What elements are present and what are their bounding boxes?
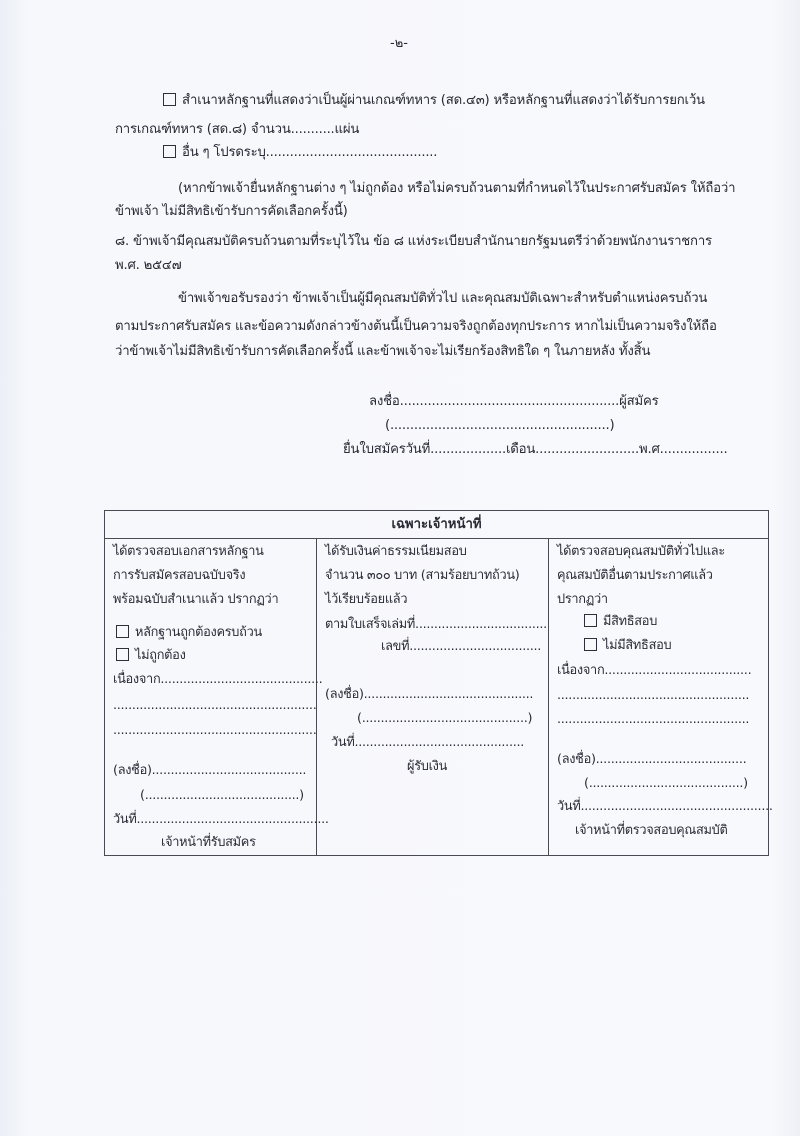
col2-signature-line: (ลงชื่อ)............................................. [325, 687, 534, 702]
col3-line3: ปรากฏว่า [557, 592, 608, 607]
military-doc-line2: การเกณฑ์ทหาร (สด.๘) จำนวน...........แผ่น [115, 122, 360, 137]
col1-role-label: เจ้าหน้าที่รับสมัคร [161, 835, 256, 850]
receipt-book-line: ตามใบเสร็จเล่มที่................................... [325, 617, 547, 632]
docs-incorrect-label: ไม่ถูกต้อง [135, 648, 186, 663]
officer-only-table [104, 510, 773, 856]
checklist-item-other [163, 144, 437, 162]
note-line-2: ข้าพเจ้า ไม่มีสิทธิเข้ารับการคัดเลือกครั้งนี้) [115, 204, 348, 219]
col2-line3: ไว้เรียบร้อยแล้ว [325, 592, 408, 607]
col3-name-line: (.........................................) [584, 776, 748, 791]
col3-line2: คุณสมบัติอื่นตามประกาศแล้ว [557, 568, 713, 583]
other-doc-checkbox[interactable] [163, 145, 176, 158]
col1-name-line: (.........................................) [140, 788, 304, 803]
clause-8-line-2: พ.ศ. ๒๕๔๗ [115, 258, 182, 273]
col3-date-line: วันที่................................................... [557, 799, 773, 814]
ineligible-checkbox[interactable] [584, 638, 597, 651]
col1-line3: พร้อมฉบับสำเนาแล้ว ปรากฏว่า [113, 592, 279, 607]
col1-dots-line: ...................................................... [113, 723, 317, 738]
option-incorrect [116, 647, 186, 665]
col1-date-line: วันที่................................................... [113, 812, 329, 827]
docs-complete-checkbox[interactable] [116, 625, 129, 638]
option-eligible [584, 613, 657, 631]
col3-dots-line: ................................................... [557, 688, 750, 703]
col3-line1: ได้ตรวจสอบคุณสมบัติทั่วไปและ [557, 544, 725, 559]
receipt-number-line: เลขที่................................... [381, 639, 542, 654]
col3-reason-line: เนื่องจาก....................................... [557, 663, 752, 678]
col2-line1: ได้รับเงินค่าธรรมเนียมสอบ [325, 544, 467, 559]
other-doc-label: อื่น ๆ โปรดระบุ........................................... [182, 145, 438, 160]
col1-dots-line: ...................................................... [113, 698, 317, 713]
col3-signature-line: (ลงชื่อ)........................................ [557, 752, 747, 767]
applicant-name-line: (.......................................................) [385, 418, 615, 433]
note-line-1: (หากข้าพเจ้ายื่นหลักฐานต่าง ๆ ไม่ถูกต้อง หรือไม่ครบถ้วนตามที่กำหนดไว้ในประกาศรับสมัคร ให้ถือว่า [178, 181, 736, 196]
col2-role-label: ผู้รับเงิน [407, 759, 448, 774]
certification-line-1: ข้าพเจ้าขอรับรองว่า ข้าพเจ้าเป็นผู้มีคุณสมบัติทั่วไป และคุณสมบัติเฉพาะสำหรับตำแหน่งครบถ้วน [178, 291, 708, 306]
col1-reason-line: เนื่องจาก........................................... [113, 672, 323, 687]
certification-line-3: ว่าข้าพเจ้าไม่มีสิทธิเข้ารับการคัดเลือกครั้งนี้ และข้าพเจ้าจะไม่เรียกร้องสิทธิใด ๆ ในภายหลัง ทั้งสิ้น [115, 344, 651, 359]
option-complete [116, 624, 262, 642]
certification-line-2: ตามประกาศรับสมัคร และข้อความดังกล่าวข้างต้นนี้เป็นความจริงถูกต้องทุกประการ หากไม่เป็นความจริงให้ถือ [115, 319, 717, 334]
col2-name-line: (............................................) [357, 711, 533, 726]
page-number: -๒- [390, 36, 408, 51]
clause-8-line-1: ๘. ข้าพเจ้ามีคุณสมบัติครบถ้วนตามที่ระบุไว้ใน ข้อ ๘ แห่งระเบียบสำนักนายกรัฐมนตรีว่าด้วยพนักงานราชการ [115, 234, 712, 249]
col3-dots-line: ................................................... [557, 712, 750, 727]
col1-line2: การรับสมัครสอบฉบับจริง [113, 568, 246, 583]
military-doc-checkbox[interactable] [163, 93, 176, 106]
military-doc-label: สำเนาหลักฐานที่แสดงว่าเป็นผู้ผ่านเกณฑ์ทหาร (สด.๔๓) หรือหลักฐานที่แสดงว่าได้รับการยกเว้น [182, 93, 705, 108]
applicant-signature-line: ลงชื่อ.......................................................ผู้สมัคร [369, 394, 659, 409]
application-date-line: ยื่นใบสมัครวันที่...................เดือน..........................พ.ศ................. [343, 442, 728, 457]
docs-complete-label: หลักฐานถูกต้องครบถ้วน [135, 625, 262, 640]
col1-signature-line: (ลงชื่อ)......................................... [113, 763, 307, 778]
eligible-checkbox[interactable] [584, 614, 597, 627]
checklist-item-military [163, 92, 705, 110]
ineligible-label: ไม่มีสิทธิสอบ [603, 638, 672, 653]
fee-received-column [317, 539, 548, 855]
col2-fee-amount: จำนวน ๓๐๐ บาท (สามร้อยบาทถ้วน) [325, 568, 520, 583]
officer-table-title: เฉพาะเจ้าหน้าที่ [105, 511, 768, 539]
document-check-column [105, 539, 329, 855]
col1-line1: ได้ตรวจสอบเอกสารหลักฐาน [113, 544, 264, 559]
col2-date-line: วันที่............................................. [331, 735, 525, 750]
eligible-label: มีสิทธิสอบ [603, 614, 658, 629]
col3-role-label: เจ้าหน้าที่ตรวจสอบคุณสมบัติ [575, 823, 728, 838]
qualification-check-column [549, 539, 773, 855]
option-ineligible [584, 637, 671, 655]
docs-incorrect-checkbox[interactable] [116, 648, 129, 661]
